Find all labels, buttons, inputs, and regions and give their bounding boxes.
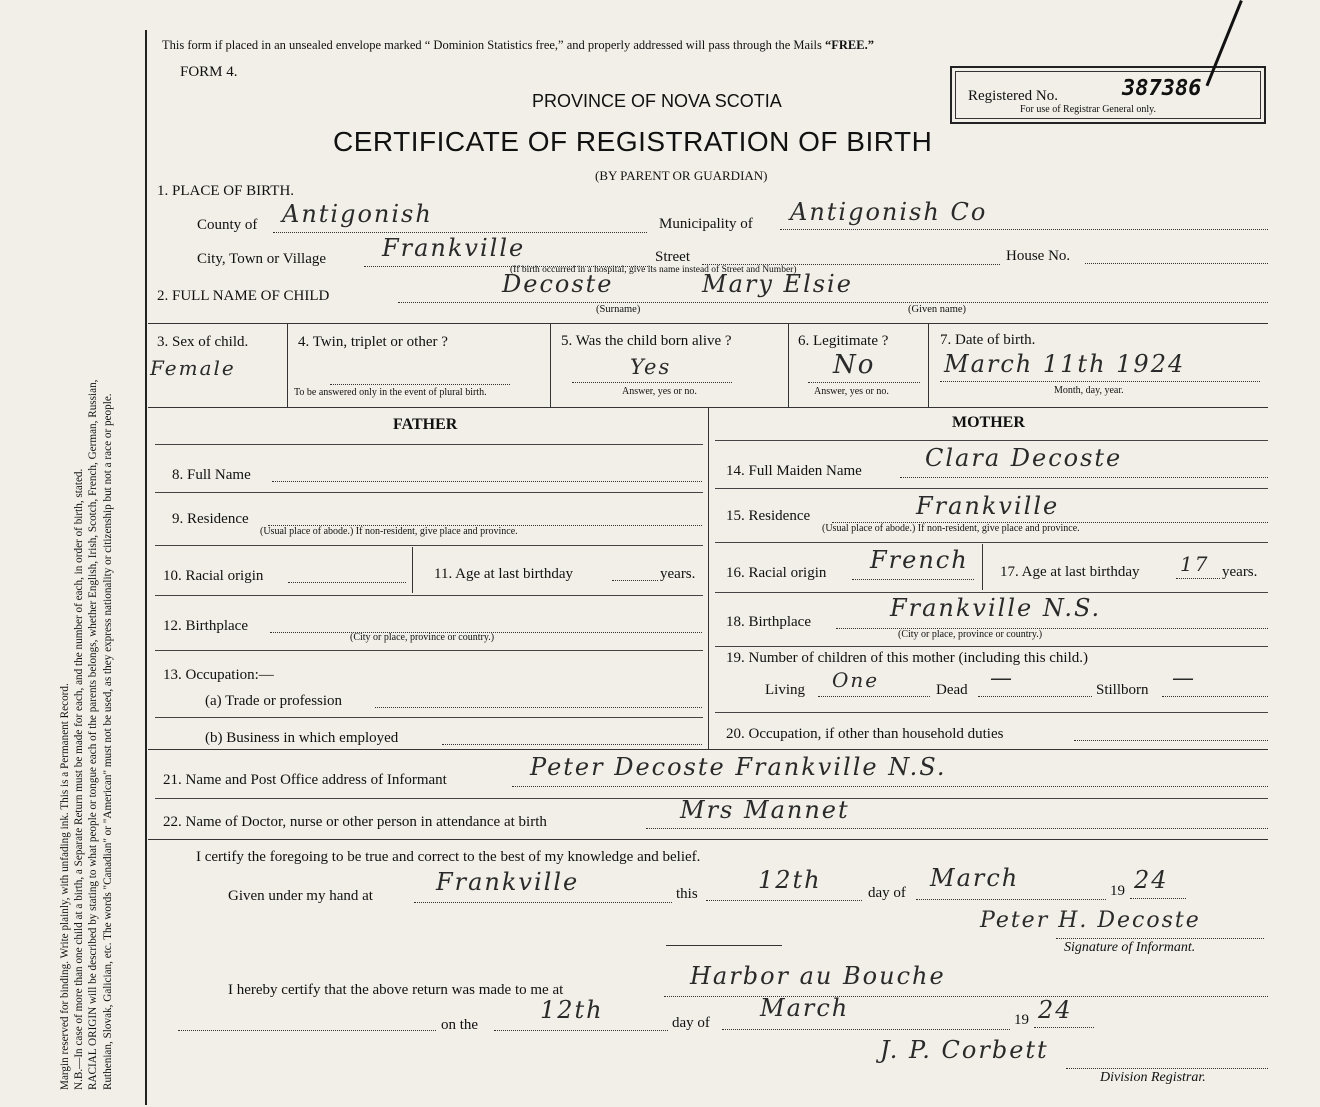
born-alive-label: 5. Was the child born alive ?	[561, 333, 732, 349]
mother-birthplace-note: (City or place, province or country.)	[898, 629, 1043, 640]
margin-line-4: Ruthenian, Slovak, Galician, etc. The words "Canadian" or "American" must not be used, as they express nationality or citizenship but not a race or people.	[101, 393, 114, 1090]
father-years: years.	[660, 566, 696, 582]
hospital-note: (If birth occurred in a hospital, give its name instead of Street and Number)	[510, 265, 797, 275]
mother-residence-label: 15. Residence	[726, 508, 811, 524]
doctor-label: 22. Name of Doctor, nurse or other person in attendance at birth	[163, 814, 547, 830]
mother-years: years.	[1222, 564, 1258, 580]
given-place-value: Frankville	[436, 868, 580, 896]
born-alive-value: Yes	[630, 355, 672, 379]
father-heading: FATHER	[393, 416, 458, 433]
child-name-label: 2. FULL NAME OF CHILD	[157, 288, 330, 304]
child-given-name: Mary Elsie	[702, 270, 853, 298]
sex-label: 3. Sex of child.	[157, 334, 249, 350]
surname-caption: (Surname)	[596, 304, 641, 315]
postal-notice	[162, 38, 874, 53]
given-month-value: March	[930, 864, 1020, 892]
registrar-year-value: 24	[1038, 996, 1073, 1024]
postal-notice-text: This form if placed in an unsealed envelope marked “ Dominion Statistics free,” and properly addressed will pass through the Mails	[162, 38, 822, 52]
date-of-birth-label: 7. Date of birth.	[940, 332, 1036, 348]
given-under-label: Given under my hand at	[228, 888, 373, 904]
given-year-prefix: 19	[1110, 883, 1125, 899]
given-year-value: 24	[1134, 866, 1169, 894]
doctor-value: Mrs Mannet	[680, 796, 850, 824]
mother-heading: MOTHER	[952, 414, 1025, 431]
certify-statement: I certify the foregoing to be true and correct to the best of my knowledge and belief.	[196, 849, 701, 865]
father-birthplace-label: 12. Birthplace	[163, 618, 248, 634]
mother-age-value: 17	[1180, 552, 1210, 576]
mother-racial-value: French	[870, 546, 969, 574]
document-title: CERTIFICATE OF REGISTRATION OF BIRTH	[333, 126, 933, 157]
registered-label: Registered No.	[968, 88, 1058, 104]
mother-living-label: Living	[765, 682, 805, 698]
registrar-statement: I hereby certify that the above return was made to me at	[228, 982, 564, 998]
street-label: Street	[655, 249, 690, 265]
margin-instructions	[58, 10, 115, 1090]
registrar-place-value: Harbor au Bouche	[690, 962, 946, 990]
municipality-value: Antigonish Co	[790, 198, 988, 226]
twin-note: To be answered only in the event of plural birth.	[294, 387, 487, 398]
mother-children-label: 19. Number of children of this mother (including this child.)	[726, 650, 1089, 666]
margin-line-3: RACIAL ORIGIN will be described by stating to what people or tongue each of the parents belongs, whether English, Irish, Scotch, French, German, Russian,	[87, 379, 100, 1090]
date-of-birth-note: Month, day, year.	[1054, 385, 1124, 396]
registrar-year-prefix: 19	[1014, 1012, 1029, 1028]
legitimate-value: No	[833, 350, 876, 380]
margin-line-2: N.B.—In case of more than one child at a birth, a Separate Return must be made for each, and the number of each, in order of birth, stated.	[73, 468, 86, 1090]
binding-rule	[145, 30, 147, 1105]
informant-signature: Peter H. Decoste	[980, 908, 1201, 933]
given-name-caption: (Given name)	[908, 304, 967, 315]
date-of-birth-value: March 11th 1924	[944, 350, 1186, 378]
on-the-label: on the	[441, 1017, 479, 1033]
mother-residence-value: Frankville	[916, 492, 1060, 520]
registrar-month-value: March	[760, 994, 850, 1022]
father-racial-label: 10. Racial origin	[163, 568, 264, 584]
registrar-signature: J. P. Corbett	[880, 1036, 1049, 1064]
mother-name-label: 14. Full Maiden Name	[726, 463, 862, 479]
mother-stillborn-label: Stillborn	[1096, 682, 1149, 698]
city-value: Frankville	[382, 234, 526, 262]
registrar-note: For use of Registrar General only.	[1020, 104, 1156, 115]
informant-label: 21. Name and Post Office address of Informant	[163, 772, 447, 788]
given-day-value: 12th	[758, 866, 822, 894]
registrar-day-value: 12th	[540, 996, 604, 1024]
form-number: FORM 4.	[180, 64, 238, 80]
this-label: this	[676, 886, 698, 902]
registrar-caption: Division Registrar.	[1100, 1070, 1206, 1085]
mother-living-value: One	[832, 668, 880, 692]
father-age-label: 11. Age at last birthday	[434, 566, 573, 582]
twin-label: 4. Twin, triplet or other ?	[298, 334, 448, 350]
registered-number: 387386	[1122, 76, 1202, 101]
margin-line-1: Margin reserved for binding. Write plainly, with unfading ink. This is a Permanent Record.	[59, 683, 71, 1090]
legitimate-label: 6. Legitimate ?	[798, 333, 889, 349]
father-birthplace-note: (City or place, province or country.)	[350, 632, 495, 643]
county-value: Antigonish	[282, 200, 433, 228]
father-business-label: (b) Business in which employed	[205, 730, 399, 746]
sex-value: Female	[150, 356, 236, 380]
mother-occupation-label: 20. Occupation, if other than household duties	[726, 726, 1004, 742]
father-name-label: 8. Full Name	[172, 467, 251, 483]
mother-dead-label: Dead	[936, 682, 968, 698]
document-subtitle: (BY PARENT OR GUARDIAN)	[595, 168, 768, 183]
legitimate-note: Answer, yes or no.	[814, 386, 889, 397]
place-of-birth-label: 1. PLACE OF BIRTH.	[157, 183, 295, 199]
province-heading: PROVINCE OF NOVA SCOTIA	[532, 91, 782, 111]
postal-notice-free: “FREE.”	[825, 38, 874, 52]
mother-stillborn-value: —	[1172, 666, 1196, 691]
mother-racial-label: 16. Racial origin	[726, 565, 827, 581]
given-day-of-label: day of	[868, 885, 906, 901]
registrar-day-of-label: day of	[672, 1015, 710, 1031]
child-surname: Decoste	[502, 270, 614, 298]
father-occupation-label: 13. Occupation:—	[163, 667, 274, 683]
father-trade-label: (a) Trade or profession	[205, 693, 343, 709]
house-number-label: House No.	[1006, 248, 1071, 264]
father-residence-note: (Usual place of abode.) If non-resident, give place and province.	[260, 526, 518, 537]
mother-residence-note: (Usual place of abode.) If non-resident, give place and province.	[822, 523, 1080, 534]
city-label: City, Town or Village	[197, 251, 327, 267]
informant-signature-caption: Signature of Informant.	[1064, 940, 1196, 955]
registration-box	[950, 66, 1266, 124]
mother-birthplace-value: Frankville N.S.	[890, 594, 1102, 622]
mother-birthplace-label: 18. Birthplace	[726, 614, 811, 630]
father-residence-label: 9. Residence	[172, 511, 249, 527]
county-label: County of	[197, 217, 258, 233]
mother-name-value: Clara Decoste	[925, 444, 1123, 472]
informant-value: Peter Decoste Frankville N.S.	[530, 753, 947, 781]
mother-age-label: 17. Age at last birthday	[1000, 564, 1140, 580]
born-alive-note: Answer, yes or no.	[622, 386, 697, 397]
mother-dead-value: —	[990, 666, 1014, 691]
municipality-label: Municipality of	[659, 216, 753, 232]
